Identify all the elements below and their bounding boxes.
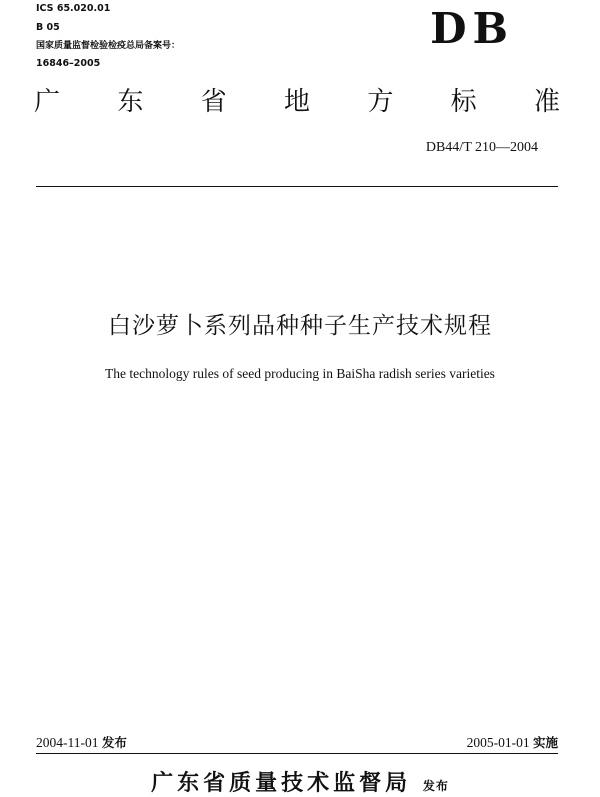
standard-type-char: 标 (450, 87, 477, 117)
ccs-code: B 05 (36, 22, 60, 33)
filing-number: 16846–2005 (36, 58, 101, 69)
standard-type-char: 东 (117, 87, 144, 117)
implement-date-label: 实施 (532, 735, 558, 750)
standard-type-char: 省 (200, 87, 227, 117)
standard-type-char: 广 (34, 87, 61, 117)
issuer-suffix: 发布 (422, 779, 449, 793)
filing-label: 国家质量监督检验检疫总局备案号： (36, 41, 181, 51)
title-chinese: 白沙萝卜系列品种种子生产技术规程 (108, 313, 492, 339)
standard-type-heading (34, 84, 560, 120)
standard-type-char: 方 (367, 87, 394, 117)
ics-code: ICS 65.020.01 (36, 3, 111, 14)
standard-type-char: 准 (533, 87, 560, 117)
bottom-divider (36, 753, 558, 754)
implement-date (467, 733, 558, 751)
standard-number: DB44/T 210—2004 (425, 140, 538, 155)
db-logo: DB (430, 4, 514, 53)
standard-type-char: 地 (283, 87, 310, 117)
top-divider (36, 186, 558, 187)
issue-date-label: 发布 (101, 735, 127, 750)
issue-date (36, 733, 127, 751)
implement-date-value: 2005-01-01 (466, 735, 530, 750)
issuer-name: 广东省质量技术监督局 (151, 771, 412, 796)
title-english: The technology rules of seed producing in BaiSha radish series varieties (105, 366, 495, 381)
issuer (0, 766, 600, 797)
issue-date-value: 2004-11-01 (36, 735, 99, 750)
